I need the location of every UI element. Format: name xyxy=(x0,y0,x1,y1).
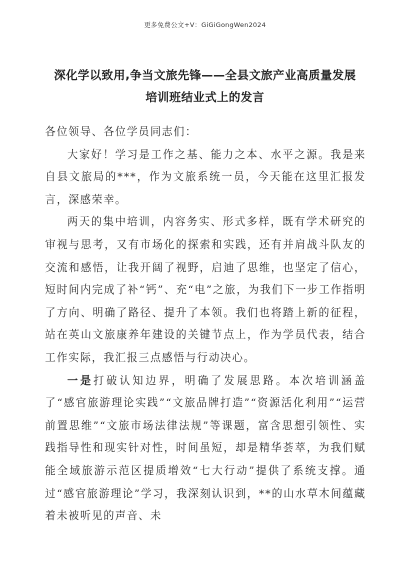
title-line-1: 深化学以致用,争当文旅先锋——全县文旅产业高质量发展 xyxy=(53,68,357,82)
header-note: 更多免费公文+V：GiGiGongWen2024 xyxy=(144,21,266,29)
salutation: 各位领导、各位学员同志们： xyxy=(45,126,198,138)
paragraph-point-one xyxy=(45,370,366,528)
paragraph-training-summary: 两天的集中培训，内容务实、形式多样，既有学术研究的审视与思考，又有市场化的探索和实践，还有并肩战斗队友的交流和感悟，让我开阔了视野，启迪了思维，也坚定了信心，短时间内完成了补“钙”、充“电”之旅，为我们下一步工作指明了方向、明确了路径、提升了本领。我们也将踏上新的征程，站在英山文旅康养年建设的关键节点上，作为学员代表，结合工作实际，我汇报三点感悟与行动决心。 xyxy=(45,216,366,364)
point-one-lead: 一是 xyxy=(67,374,94,387)
document-body xyxy=(45,121,366,528)
title-line-2: 培训班结业式上的发言 xyxy=(145,90,265,104)
point-one-text: 打破认知边界，明确了发展思路。本次培训涵盖了“感官旅游理论实践”“文旅品牌打造”“资源活化利用”“运营前置思维”“文旅市场法律法规”等课题，富含思想引领性、实践指导性和现实针对性，时间虽短，却是精华荟萃，为我们赋能全域旅游示范区提质增效“七大行动”提供了系统支撑。通过“感官旅游理论”学习，我深刻认识到，**的山水草木间蕴藏着未被听见的声音、未 xyxy=(45,374,366,523)
paragraph-opening: 大家好！学习是工作之基、能力之本、水平之源。我是来自县文旅局的***，作为文旅系统一员，今天能在这里汇报发言，深感荣幸。 xyxy=(45,148,366,206)
document-title xyxy=(42,64,368,108)
